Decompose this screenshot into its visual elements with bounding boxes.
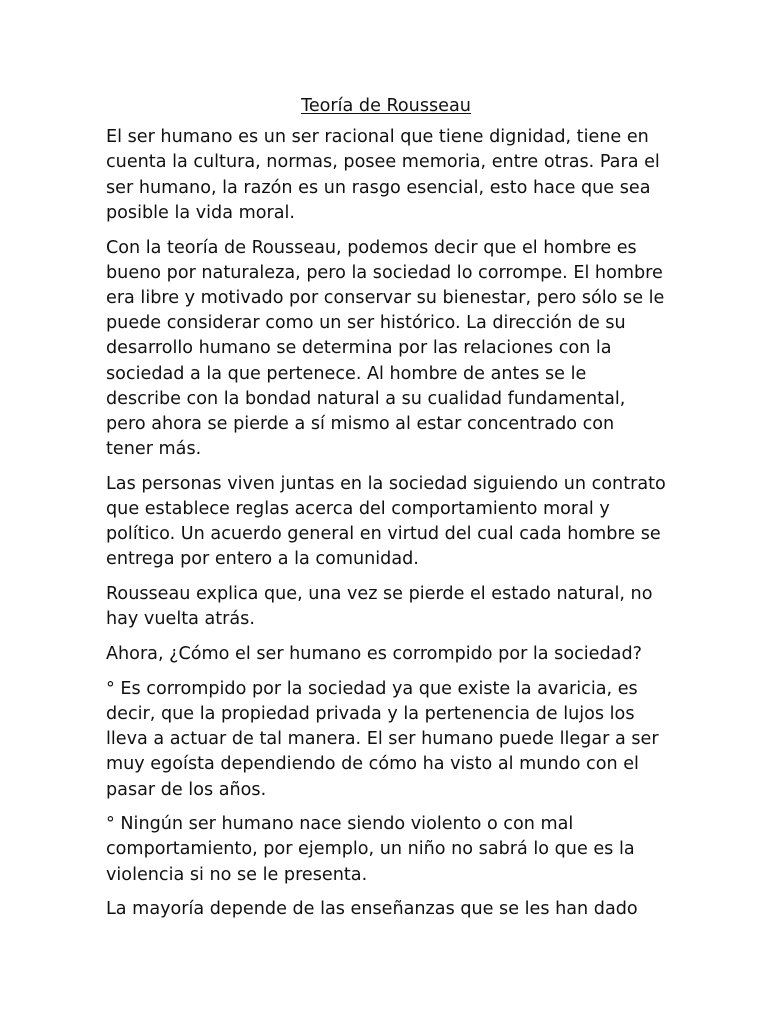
paragraph-natural-state: Rousseau explica que, una vez se pierde el estado natural, no hay vuelta atrás. [106, 584, 653, 630]
paragraph-teachings: La mayoría depende de las enseñanzas que se les han dado [106, 899, 638, 920]
paragraph-social-contract: Las personas viven juntas en la sociedad siguiendo un contrato que establece reglas acerca del comportamiento moral y político. Un acuerdo general en virtud del cual cada hombre se entrega por entero a la comunidad. [106, 473, 666, 570]
document-body [106, 94, 666, 932]
paragraph-point-violence: ° Ningún ser humano nace siendo violento o con mal comportamiento, por ejemplo, un niño no sabrá lo que es la violencia si no se le presenta. [106, 814, 635, 885]
paragraph-question: Ahora, ¿Cómo el ser humano es corrompido por la sociedad? [106, 644, 642, 665]
document-title: Teoría de Rousseau [301, 96, 471, 116]
paragraph-rational-being: El ser humano es un ser racional que tiene dignidad, tiene en cuenta la cultura, normas, posee memoria, entre otras. Para el ser humano, la razón es un rasgo esencial, esto hace que sea posible la vida moral. [106, 127, 660, 223]
paragraph-rousseau-theory: Con la teoría de Rousseau, podemos decir que el hombre es bueno por naturaleza, pero la sociedad lo corrompe. El hombre era libre y motivado por conservar su bienestar, pero sólo se le puede considerar como un ser histórico. La dirección de su desarrollo humano se determina por las relaciones con la sociedad a la que pertenece. Al hombre de antes se le describe con la bondad natural a su cualidad fundamental, pero ahora se pierde a sí mismo al estar concentrado con tener más. [106, 237, 665, 460]
paragraph-point-avarice: ° Es corrompido por la sociedad ya que existe la avaricia, es decir, que la propiedad privada y la pertenencia de lujos los lleva a actuar de tal manera. El ser humano puede llegar a ser muy egoísta dependiendo de cómo ha visto al mundo con el pasar de los años. [106, 678, 659, 800]
